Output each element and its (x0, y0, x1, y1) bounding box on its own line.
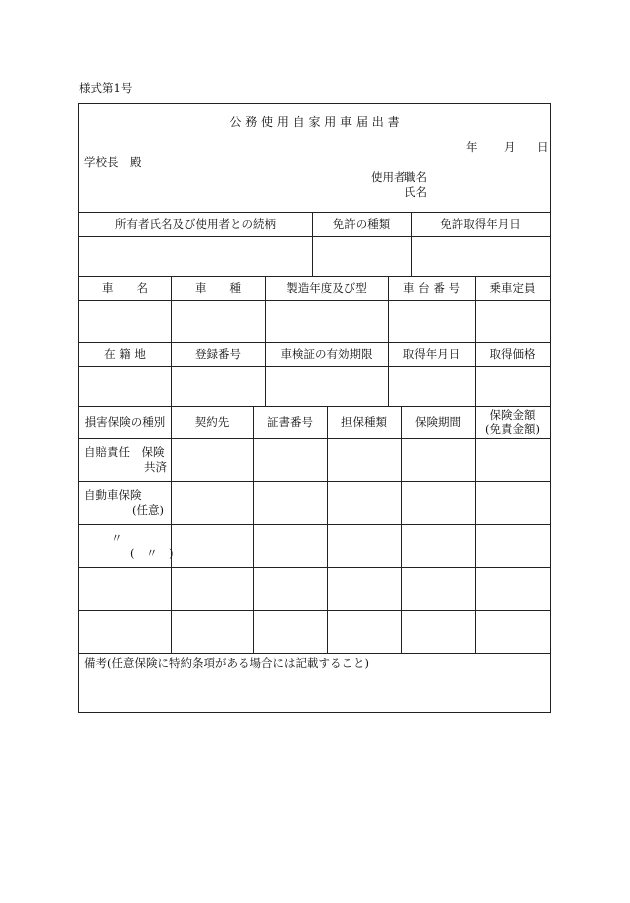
rule (79, 610, 550, 611)
rule (79, 567, 550, 568)
date-month-label: 月 (504, 140, 516, 154)
header-acquisition-date: 取得年月日 (402, 346, 461, 361)
header-insurance-amount (475, 406, 550, 438)
addressee: 学校長 殿 (84, 155, 142, 169)
insurance-row-ditto-line1: 〃 (111, 531, 123, 545)
rule (401, 406, 402, 653)
header-insurance-type: 損害保険の種別 (84, 414, 166, 429)
header-chassis-number: 車 台 番 号 (403, 280, 460, 295)
insurance-row-ditto-line2: ( 〃 ) (130, 546, 174, 560)
insurance-row-voluntary-line1: 自動車保険 (84, 488, 142, 502)
insurance-amount-line1: 保険金額 (489, 407, 536, 422)
rule (79, 524, 550, 525)
header-car-name: 車 名 (102, 280, 148, 295)
insurance-amount-line2: (免責金額) (485, 422, 540, 436)
rule (79, 236, 550, 237)
rule (79, 653, 550, 654)
header-license-type: 免許の種類 (332, 216, 391, 231)
header-inspection-expiry: 車検証の有効期限 (280, 346, 373, 361)
header-acquisition-price: 取得価格 (489, 346, 536, 361)
header-registration-number: 登録番号 (195, 346, 241, 361)
rule (79, 438, 550, 439)
insurance-row-voluntary-line2: (任意) (132, 503, 164, 517)
form-number: 様式第1号 (79, 81, 133, 95)
rule (327, 406, 328, 653)
insurance-row-compulsory-line2: 共済 (144, 460, 167, 474)
rule (475, 406, 476, 653)
rule (253, 406, 254, 653)
user-position-label: 職名 (404, 170, 427, 184)
header-passenger-capacity: 乗車定員 (489, 280, 536, 295)
date-day-label: 日 (537, 140, 549, 154)
header-license-date: 免許取得年月日 (440, 216, 521, 231)
insurance-row-compulsory-line1: 自賠責任 保険 (84, 445, 165, 459)
header-insurance-period: 保険期間 (415, 414, 461, 429)
notification-form (78, 103, 551, 713)
rule (79, 366, 550, 367)
header-certificate-number: 証書番号 (267, 414, 313, 429)
remarks-label: 備考(任意保険に特約条項がある場合には記載すること) (84, 656, 369, 670)
header-model-year: 製造年度及び型 (286, 280, 367, 295)
rule (79, 481, 550, 482)
user-name-label: 氏名 (404, 185, 427, 199)
form-title: 公 務 使 用 自 家 用 車 届 出 書 (229, 115, 400, 129)
header-coverage-type: 担保種類 (341, 414, 387, 429)
date-year-label: 年 (466, 140, 478, 154)
rule (79, 300, 550, 301)
header-registered-location: 在 籍 地 (104, 346, 146, 361)
header-car-type: 車 種 (195, 280, 241, 295)
rule (171, 406, 172, 653)
header-contractor: 契約先 (194, 414, 230, 429)
header-owner-name-relation: 所有者氏名及び使用者との続柄 (115, 216, 276, 231)
user-label: 使用者 (371, 170, 406, 184)
